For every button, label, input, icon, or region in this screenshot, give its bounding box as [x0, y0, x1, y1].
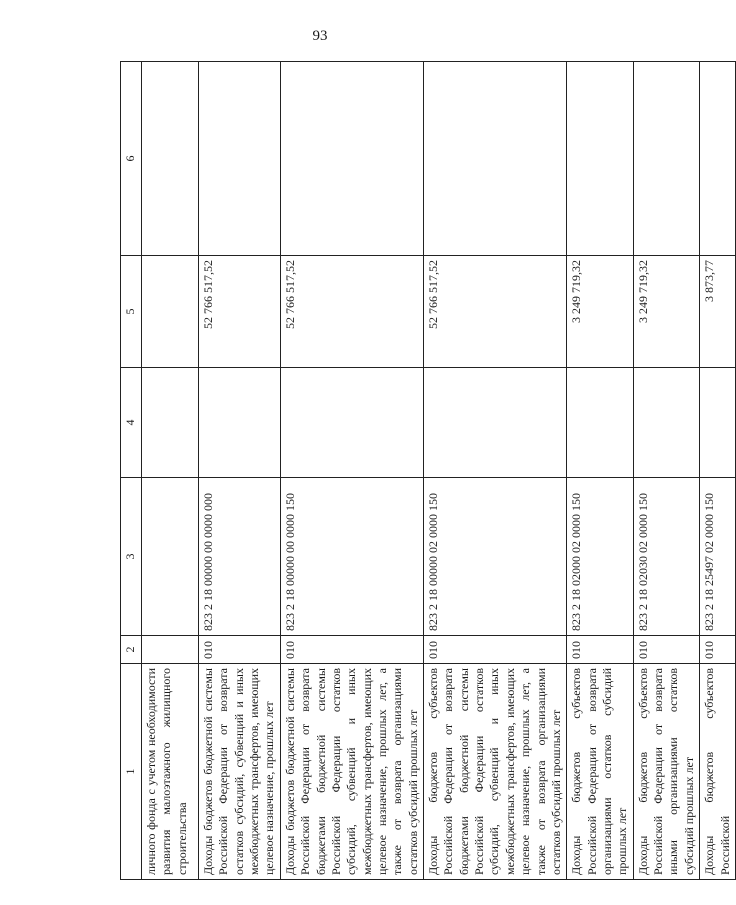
- row-amount: 3 873,77: [700, 256, 736, 368]
- row-amount: 3 249 719,32: [633, 256, 699, 368]
- row-name: Доходы бюджетов субъектов Российской Федерации от возврата бюджетами бюджетной системы Российской Федерации остатков субсидий, субвенций и иных межбюджетных трансфертов, имеющих целевое назначение, прошлых лет, а также от возврата организациями остатков субсидий прошлых лет: [424, 664, 567, 880]
- row-amount: 52 766 517,52: [199, 256, 281, 368]
- row-col6: [199, 62, 281, 256]
- row-col4: [424, 368, 567, 478]
- row-admin-code: [142, 636, 199, 664]
- row-amount: 52 766 517,52: [280, 256, 423, 368]
- table-row: [424, 62, 567, 880]
- row-col6: [424, 62, 567, 256]
- row-name: Доходы бюджетов субъектов Российской: [700, 664, 736, 880]
- page-number: 93: [312, 28, 328, 44]
- row-admin-code: 010: [199, 636, 281, 664]
- row-budget-code: 823 2 18 25497 02 0000 150: [700, 478, 736, 636]
- row-admin-code: 010: [567, 636, 633, 664]
- row-col4: [567, 368, 633, 478]
- row-budget-code: 823 2 18 02030 02 0000 150: [633, 478, 699, 636]
- row-amount: [142, 256, 199, 368]
- row-col4: [142, 368, 199, 478]
- row-amount: 52 766 517,52: [424, 256, 567, 368]
- row-col6: [700, 62, 736, 256]
- row-budget-code: 823 2 18 00000 00 0000 150: [280, 478, 423, 636]
- header-col-2: 2: [121, 636, 142, 664]
- header-col-5: 5: [121, 256, 142, 368]
- row-name: Доходы бюджетов субъектов Российской Федерации от возврата организациями остатков субсидий прошлых лет: [567, 664, 633, 880]
- table-row: [280, 62, 423, 880]
- rotated-table-container: [120, 62, 732, 880]
- row-name: Доходы бюджетов бюджетной системы Российской Федерации от возврата остатков субсидий, субвенций и иных межбюджетных трансфертов, имеющих целевое назначение, прошлых лет: [199, 664, 281, 880]
- table-row: [700, 62, 736, 880]
- row-admin-code: 010: [700, 636, 736, 664]
- header-col-3: 3: [121, 478, 142, 636]
- row-budget-code: 823 2 18 00000 00 0000 000: [199, 478, 281, 636]
- row-col4: [700, 368, 736, 478]
- row-col4: [280, 368, 423, 478]
- row-col6: [633, 62, 699, 256]
- row-admin-code: 010: [424, 636, 567, 664]
- header-row: [121, 62, 142, 880]
- row-col6: [567, 62, 633, 256]
- header-col-1: 1: [121, 664, 142, 880]
- row-budget-code: 823 2 18 02000 02 0000 150: [567, 478, 633, 636]
- row-admin-code: 010: [633, 636, 699, 664]
- table-row: [199, 62, 281, 880]
- row-name: Доходы бюджетов бюджетной системы Российской Федерации от возврата бюджетами бюджетной системы Российской Федерации остатков субсидий, субвенций и иных межбюджетных трансфертов, имеющих целевое назначение, прошлых лет, а также от возврата организациями остатков субсидий прошлых лет: [280, 664, 423, 880]
- table-row: [567, 62, 633, 880]
- row-col6: [280, 62, 423, 256]
- row-amount: 3 249 719,32: [567, 256, 633, 368]
- row-name: Доходы бюджетов субъектов Российской Федерации от возврата иными организациями остатков субсидий прошлых лет: [633, 664, 699, 880]
- row-admin-code: 010: [280, 636, 423, 664]
- row-budget-code: 823 2 18 00000 02 0000 150: [424, 478, 567, 636]
- row-col4: [633, 368, 699, 478]
- budget-revenue-table: [120, 61, 736, 880]
- row-name: личного фонда с учетом необходимости развития малоэтажного жилищного строительства: [142, 664, 199, 880]
- header-col-4: 4: [121, 368, 142, 478]
- table-row: [142, 62, 199, 880]
- table-row: [633, 62, 699, 880]
- header-col-6: 6: [121, 62, 142, 256]
- row-col6: [142, 62, 199, 256]
- rotated-table-frame: [120, 62, 732, 880]
- row-col4: [199, 368, 281, 478]
- row-budget-code: [142, 478, 199, 636]
